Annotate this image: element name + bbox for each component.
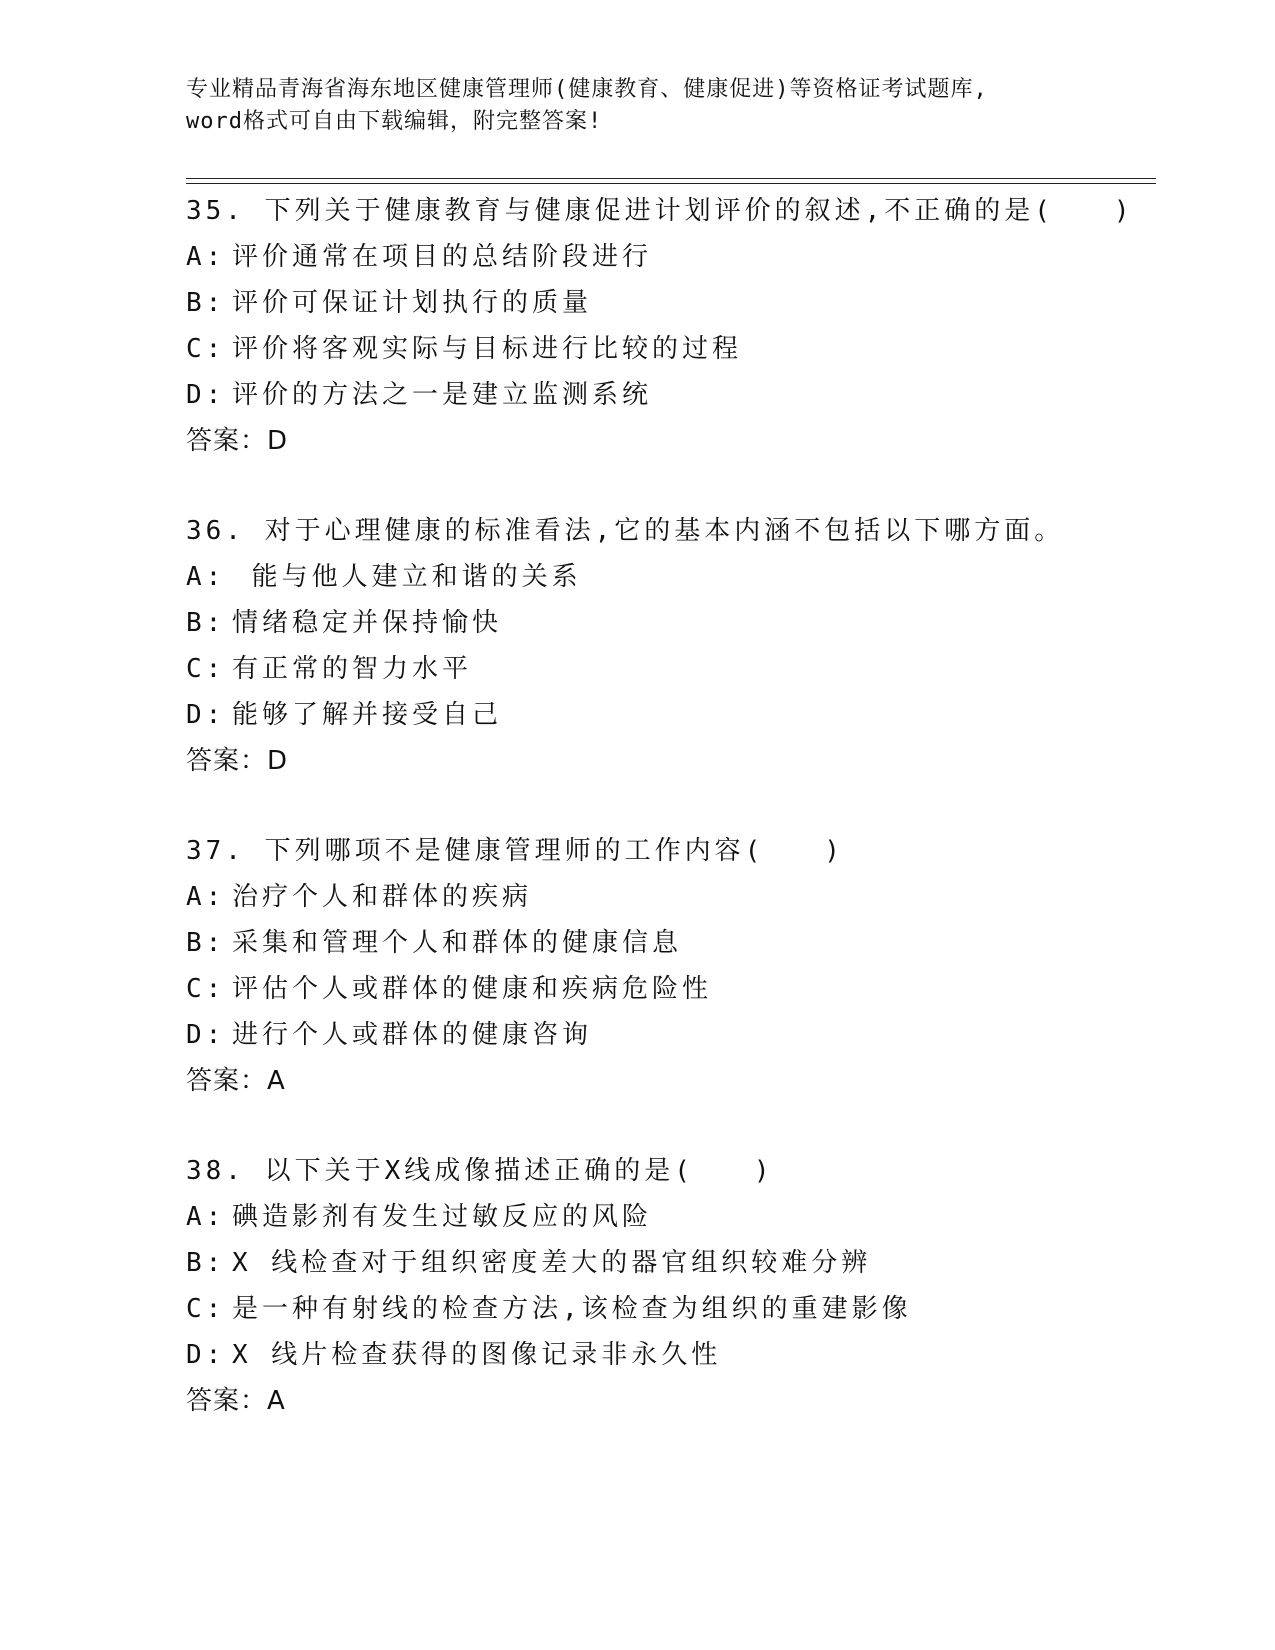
header-divider-top (186, 178, 1156, 179)
option-key: B: (186, 608, 226, 638)
question-stem (186, 188, 1156, 234)
answer-line: 答案：A (186, 1386, 286, 1416)
option-b (186, 600, 1156, 646)
option-text: 进行个人或群体的健康咨询 (232, 1020, 593, 1050)
option-text: X 线检查对于组织密度差大的器官组织较难分辨 (232, 1248, 872, 1278)
option-key: A: (186, 242, 226, 272)
option-key: D: (186, 1020, 226, 1050)
question-35 (186, 188, 1156, 464)
answer-line: 答案：D (186, 426, 289, 456)
option-key: A: (186, 562, 226, 592)
question-text: 以下关于X线成像描述正确的是( ) (264, 1156, 774, 1186)
option-c (186, 1286, 1156, 1332)
option-key: D: (186, 1340, 226, 1370)
option-text: 评价将客观实际与目标进行比较的过程 (232, 334, 743, 364)
answer-line: 答案：D (186, 746, 289, 776)
option-d (186, 1332, 1156, 1378)
option-text: 评估个人或群体的健康和疾病危险性 (232, 974, 713, 1004)
header-line-2: word格式可自由下载编辑，附完整答案! (186, 109, 603, 134)
option-c (186, 966, 1156, 1012)
option-text: 能够了解并接受自己 (232, 700, 503, 730)
question-text: 下列哪项不是健康管理师的工作内容( ) (264, 836, 844, 866)
question-number: 35. (186, 196, 245, 226)
option-text: 碘造影剂有发生过敏反应的风险 (232, 1202, 653, 1232)
question-stem (186, 1148, 1156, 1194)
option-a (186, 554, 1156, 600)
question-number: 37. (186, 836, 245, 866)
option-key: C: (186, 654, 226, 684)
option-text: 情绪稳定并保持愉快 (232, 608, 503, 638)
question-38 (186, 1148, 1156, 1424)
option-d (186, 372, 1156, 418)
option-b (186, 280, 1156, 326)
option-key: C: (186, 974, 226, 1004)
document-header (186, 74, 1126, 138)
option-text: 能与他人建立和谐的关系 (232, 562, 582, 592)
option-key: C: (186, 334, 226, 364)
option-text: 是一种有射线的检查方法,该检查为组织的重建影像 (232, 1294, 912, 1324)
option-key: D: (186, 380, 226, 410)
option-d (186, 1012, 1156, 1058)
question-36 (186, 508, 1156, 784)
question-stem (186, 508, 1156, 554)
question-text: 下列关于健康教育与健康促进计划评价的叙述,不正确的是( ) (264, 196, 1134, 226)
option-a (186, 1194, 1156, 1240)
option-a (186, 874, 1156, 920)
question-number: 38. (186, 1156, 245, 1186)
answer-line: 答案：A (186, 1066, 286, 1096)
option-key: A: (186, 1202, 226, 1232)
option-text: 评价的方法之一是建立监测系统 (232, 380, 653, 410)
option-text: 治疗个人和群体的疾病 (232, 882, 533, 912)
option-text: X 线片检查获得的图像记录非永久性 (232, 1340, 722, 1370)
option-text: 采集和管理个人和群体的健康信息 (232, 928, 683, 958)
question-37 (186, 828, 1156, 1104)
option-d (186, 692, 1156, 738)
header-line-1: 专业精品青海省海东地区健康管理师(健康教育、健康促进)等资格证考试题库, (186, 77, 988, 102)
option-text: 有正常的智力水平 (232, 654, 473, 684)
option-text: 评价可保证计划执行的质量 (232, 288, 593, 318)
option-key: B: (186, 1248, 226, 1278)
question-text: 对于心理健康的标准看法,它的基本内涵不包括以下哪方面。 (264, 516, 1065, 546)
option-c (186, 646, 1156, 692)
option-text: 评价通常在项目的总结阶段进行 (232, 242, 653, 272)
question-stem (186, 828, 1156, 874)
question-number: 36. (186, 516, 245, 546)
option-key: C: (186, 1294, 226, 1324)
option-key: B: (186, 288, 226, 318)
option-key: A: (186, 882, 226, 912)
header-divider-bottom (186, 183, 1156, 184)
option-key: D: (186, 700, 226, 730)
option-b (186, 920, 1156, 966)
option-a (186, 234, 1156, 280)
option-b (186, 1240, 1156, 1286)
option-c (186, 326, 1156, 372)
option-key: B: (186, 928, 226, 958)
